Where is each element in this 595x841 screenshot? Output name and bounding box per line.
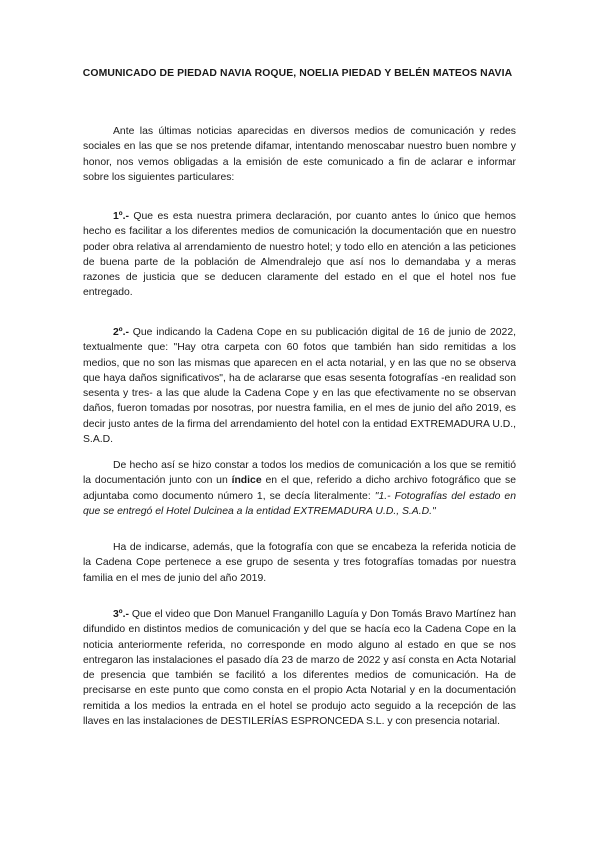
document-title: COMUNICADO DE PIEDAD NAVIA ROQUE, NOELIA PIEDAD Y BELÉN MATEOS NAVIA: [82, 68, 513, 79]
point-2-number: 2º.-: [113, 327, 129, 338]
point-1-paragraph: [83, 209, 516, 301]
point-1-number: 1º.-: [113, 211, 129, 222]
point-3-text: Que el video que Don Manuel Franganillo Laguía y Don Tomás Bravo Martínez han difundido en distintos medios de comunicación y del que se hacía eco la Cadena Cope en la noticia anteriormente referida, no corresponde en modo alguno al estado en que se nos entregaron las instalaciones el pasado día 23 de marzo de 2022 y así consta en Acta Notarial de presencia que también se facilitó a los diferentes medios de comunicación. Ha de precisarse en este punto que como consta en el propio Acta Notarial y en la documentación remitida a los medios la entrada en el hotel se produjo acto seguido a la recepción de las llaves en las instalaciones de DESTILERÍAS ESPRONCEDA S.L. y con presencia notarial.: [83, 609, 516, 728]
point-1-text: Que es esta nuestra primera declaración, por cuanto antes lo único que hemos hecho es facilitar a los diferentes medios de comunicación la documentación que en nuestro poder obra relativa al arrendamiento de nuestro hotel; y todo ello en atención a las peticiones de buena parte de la población de Almendralejo que así nos lo demandaba y a meras razones de justicia que se deducen claramente del estado en el que el hotel nos fue entregado.: [83, 211, 516, 299]
point-3-paragraph: [83, 607, 516, 729]
point-2-photo-paragraph: [83, 540, 516, 586]
point-2-index-text-a: De hecho así se hizo constar a todos los medios de comunicación a los que se remitió la documentación junto con un: [83, 460, 516, 487]
index-quote: "1.- Fotografías del estado en que se entregó el Hotel Dulcinea a la entidad EXTREMADURA U.D., S.A.D.": [83, 490, 516, 517]
point-3-number: 3º.-: [113, 609, 129, 620]
point-2-index-paragraph: [83, 458, 516, 519]
intro-paragraph: [83, 124, 516, 185]
intro-text: Ante las últimas noticias aparecidas en diversos medios de comunicación y redes sociales en las que se nos pretende difamar, intentando menoscabar nuestro buen nombre y honor, nos vemos obligadas a la emisión de este comunicado a fin de aclarar e informar sobre los siguientes particulares:: [83, 126, 516, 183]
point-2-index-body: [83, 458, 516, 519]
point-2-index-text-b: en el que, referido a dicho archivo fotográfico que se adjuntaba como documento número 1, se decía literalmente:: [83, 475, 516, 502]
point-2-paragraph: [83, 325, 516, 447]
point-2-body: [83, 325, 516, 447]
point-2-text: Que indicando la Cadena Cope en su publicación digital de 16 de junio de 2022, textualmente que: "Hay otra carpeta con 60 fotos que también han sido remitidas a los medios, que no son las mismas que aparecen en el acta notarial, y en las que no se observa que haya daños significativos", ha de aclararse que esas sesenta fotografías -en realidad son sesenta y tres- a las que alude la Cadena Cope y en las que efectivamente no se observan daños, fueron tomadas por nosotras, por nuestra familia, en el mes de junio del año 2019, es decir justo antes de la firma del arrendamiento del hotel con la entidad EXTREMADURA U.D., S.A.D.: [83, 327, 516, 446]
point-2-photo-text: Ha de indicarse, además, que la fotografía con que se encabeza la referida noticia de la Cadena Cope pertenece a ese grupo de sesenta y tres fotografías tomadas por nuestra familia en el mes de junio del año 2019.: [83, 542, 516, 584]
index-word: índice: [231, 475, 262, 487]
point-3-body: [83, 607, 516, 729]
point-1-body: [83, 209, 516, 301]
